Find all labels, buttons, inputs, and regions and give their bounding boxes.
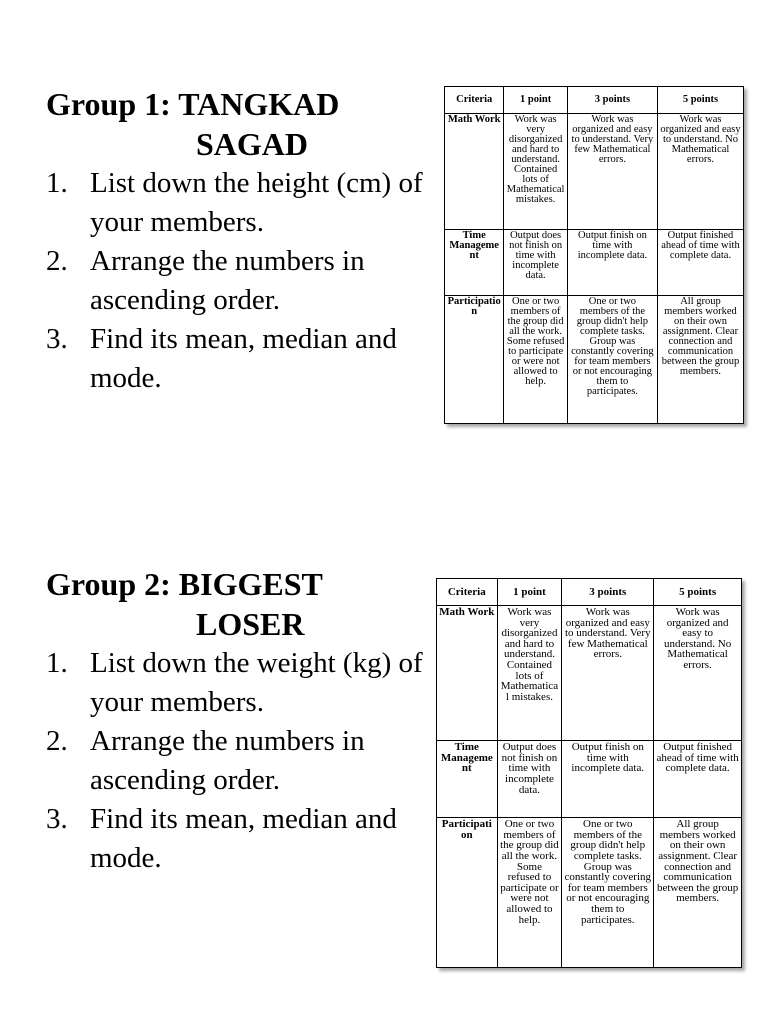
group-2-steps [46, 644, 446, 878]
step-item [46, 644, 446, 722]
rubric-row-time-management [437, 741, 742, 818]
rubric-row-participation [445, 295, 744, 423]
rubric-cell-1-point: One or two members of the group did all the work. Some refused to participate or were not allowed to help. [504, 295, 567, 423]
rubric-header-criteria: Criteria [445, 87, 504, 114]
rubric-cell-5-points: Work was organized and easy to understand. No Mathematical errors. [654, 606, 742, 741]
rubric-cell-5-points: Output finished ahead of time with complete data. [657, 229, 743, 295]
rubric-cell-5-points: Output finished ahead of time with complete data. [654, 741, 742, 818]
group-2-title-line-2: LOSER [196, 606, 305, 642]
rubric-header-3-points: 3 points [567, 87, 657, 114]
step-number: 2. [46, 725, 68, 757]
step-item [46, 320, 446, 398]
rubric-header-criteria: Criteria [437, 579, 498, 606]
group-1-instructions [46, 84, 446, 398]
step-item [46, 722, 446, 800]
rubric-cell-1-point: Work was very disorganized and hard to understand. Contained lots of Mathematical mistakes. [497, 606, 562, 741]
step-number: 2. [46, 245, 68, 277]
rubric-cell-1-point: Output does not finish on time with incomplete data. [497, 741, 562, 818]
rubric-header-5-points: 5 points [654, 579, 742, 606]
group-2-rubric-table [436, 578, 742, 968]
step-number: 3. [46, 803, 68, 835]
step-text: Arrange the numbers in ascending order. [90, 725, 365, 796]
rubric-cell-5-points: All group members worked on their own assignment. Clear connection and communication between the group members. [654, 818, 742, 968]
group-2-instructions [46, 564, 446, 878]
rubric-criteria-cell: Participation [437, 818, 498, 968]
rubric-row-math-work [445, 114, 744, 230]
step-text: Find its mean, median and mode. [90, 803, 397, 874]
group-2-section [0, 470, 768, 1024]
rubric-row-time-management [445, 229, 744, 295]
step-number: 1. [46, 647, 68, 679]
rubric-cell-1-point: Output does not finish on time with incomplete data. [504, 229, 567, 295]
group-2-title-line-1: Group 2: BIGGEST [46, 566, 323, 602]
rubric-cell-3-points: Work was organized and easy to understand. Very few Mathematical errors. [562, 606, 654, 741]
group-1-title-line-2: SAGAD [196, 126, 309, 162]
step-text: Find its mean, median and mode. [90, 323, 397, 394]
rubric-header-row [437, 579, 742, 606]
rubric-row-participation [437, 818, 742, 968]
rubric-row-math-work [437, 606, 742, 741]
rubric-cell-5-points: All group members worked on their own assignment. Clear connection and communication between the group members. [657, 295, 743, 423]
step-item [46, 800, 446, 878]
rubric-criteria-cell: Time Management [437, 741, 498, 818]
step-number: 3. [46, 323, 68, 355]
step-text: Arrange the numbers in ascending order. [90, 245, 365, 316]
rubric-cell-3-points: Work was organized and easy to understand. Very few Mathematical errors. [567, 114, 657, 230]
rubric-header-5-points: 5 points [657, 87, 743, 114]
group-1-section [0, 0, 768, 470]
group-1-title [46, 84, 446, 164]
step-item [46, 242, 446, 320]
rubric-criteria-cell: Participation [445, 295, 504, 423]
step-number: 1. [46, 167, 68, 199]
rubric-cell-3-points: Output finish on time with incomplete data. [567, 229, 657, 295]
rubric-cell-3-points: Output finish on time with incomplete data. [562, 741, 654, 818]
step-item [46, 164, 446, 242]
group-1-steps [46, 164, 446, 398]
group-1-rubric-table [444, 86, 744, 424]
rubric-cell-1-point: One or two members of the group did all the work. Some refused to participate or were not allowed to help. [497, 818, 562, 968]
rubric-header-1-point: 1 point [504, 87, 567, 114]
step-text: List down the height (cm) of your members. [90, 167, 423, 238]
rubric-header-row [445, 87, 744, 114]
group-2-title [46, 564, 446, 644]
rubric-criteria-cell: Math Work [437, 606, 498, 741]
rubric-header-1-point: 1 point [497, 579, 562, 606]
rubric-header-3-points: 3 points [562, 579, 654, 606]
rubric-cell-3-points: One or two members of the group didn't help complete tasks. Group was constantly covering for team members or not encouraging them to participates. [562, 818, 654, 968]
rubric-criteria-cell: Math Work [445, 114, 504, 230]
rubric-cell-1-point: Work was very disorganized and hard to understand. Contained lots of Mathematical mistakes. [504, 114, 567, 230]
rubric-cell-3-points: One or two members of the group didn't help complete tasks. Group was constantly covering for team members or not encouraging them to participates. [567, 295, 657, 423]
rubric-cell-5-points: Work was organized and easy to understand. No Mathematical errors. [657, 114, 743, 230]
step-text: List down the weight (kg) of your members. [90, 647, 423, 718]
group-1-title-line-1: Group 1: TANGKAD [46, 86, 340, 122]
rubric-criteria-cell: Time Management [445, 229, 504, 295]
